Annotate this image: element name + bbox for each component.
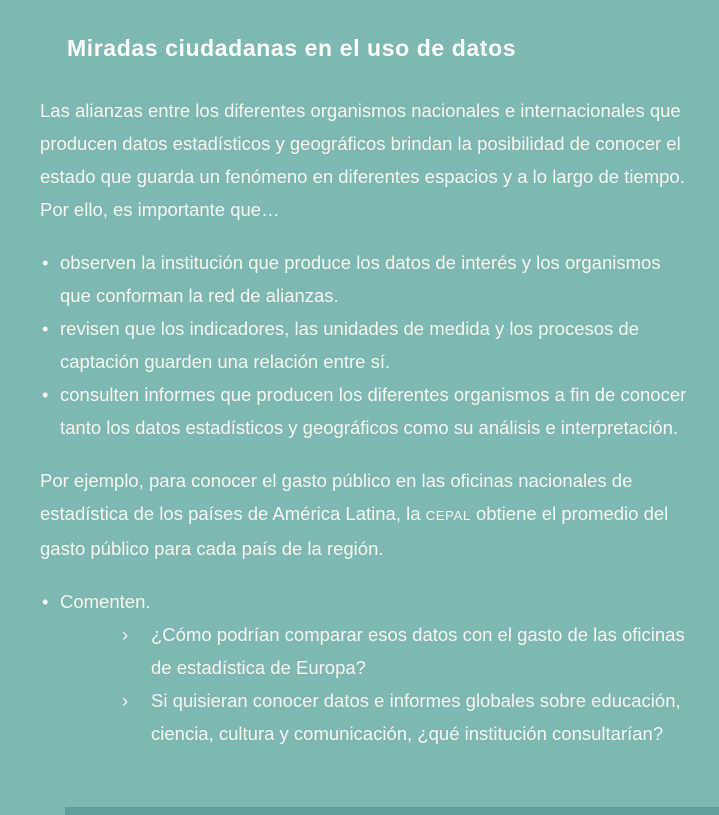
bullet-item [40,246,689,312]
bullet-item [40,312,689,378]
bullet-text: consulten informes que producen los diferentes organismos a fin de conocer tanto los datos estadísticos y geográficos como su análisis e interpretación. [60,384,687,438]
question-list [60,618,689,750]
activity-body [40,94,689,750]
bullet-list [40,246,689,444]
example-text-before: Por ejemplo, para conocer el gasto público en las oficinas nacionales de estadística de los países de América Latina, la [40,470,633,524]
acronym-cepal: CEPAL [425,508,471,523]
bullet-marker: • [42,384,49,405]
example-text-after: obtiene el promedio del gasto público para cada país de la región. [40,503,669,559]
bullet-marker: • [42,591,49,612]
next-section-edge-divider [65,807,719,815]
intro-paragraph: Las alianzas entre los diferentes organismos nacionales e internacionales que producen datos estadísticos y geográficos brindan la posibilidad de conocer el estado que guarda un fenómeno en diferentes espacios y a lo largo de tiempo. Por ello, es importante que… [40,100,685,220]
bullet-text: revisen que los indicadores, las unidades de medida y los procesos de captación guarden una relación entre sí. [60,318,639,372]
chevron-marker: › [122,624,129,645]
bullet-marker: • [42,318,49,339]
bullet-item [40,378,689,444]
page-title: Miradas ciudadanas en el uso de datos [67,35,517,61]
question-item [60,684,689,750]
question-text: ¿Cómo podrían comparar esos datos con el gasto de las oficinas de estadística de Europa? [151,624,685,678]
question-item [60,618,689,684]
discussion-list [40,585,689,750]
discussion-item [40,585,689,750]
bullet-text: observen la institución que produce los datos de interés y los organismos que conforman la red de alianzas. [60,252,661,306]
bullet-marker: • [42,252,49,273]
chevron-marker: › [122,690,129,711]
discussion-label: Comenten. [60,591,151,612]
question-text: Si quisieran conocer datos e informes globales sobre educación, ciencia, cultura y comunicación, ¿qué institución consultarían? [151,690,681,744]
example-paragraph [40,464,689,565]
